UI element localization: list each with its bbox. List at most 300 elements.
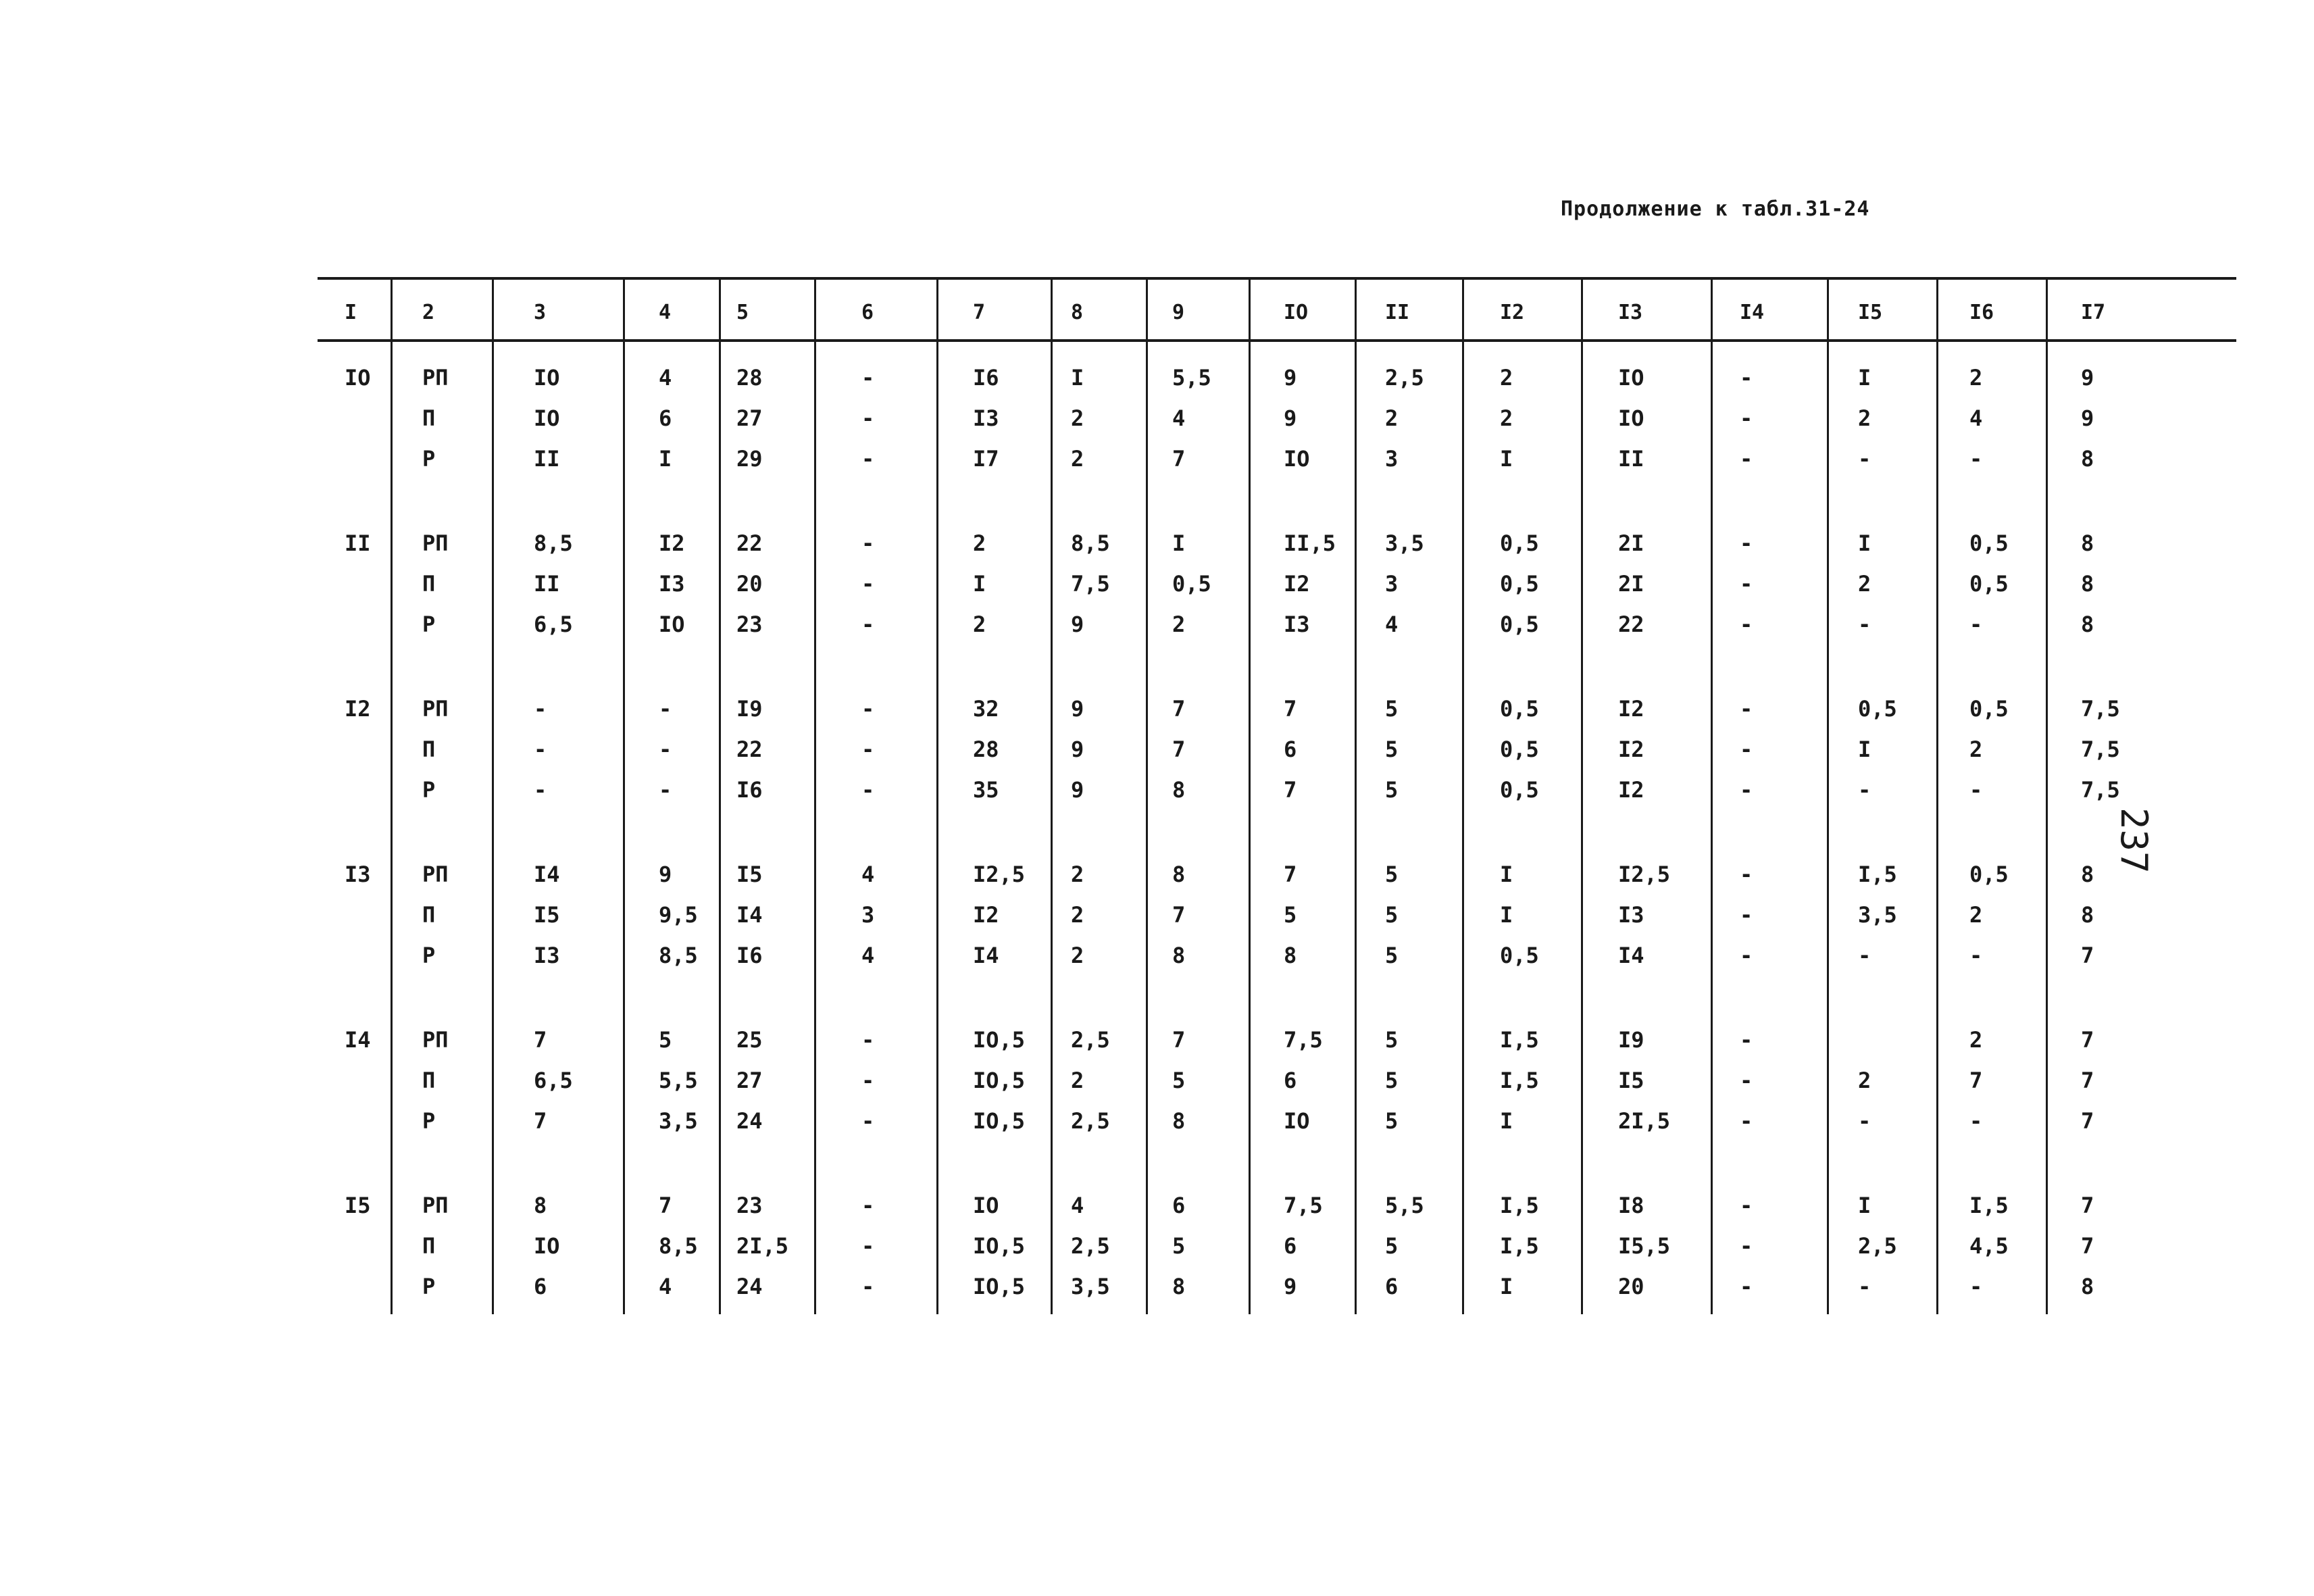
group-label: I2 [345,696,371,722]
table-cell: 0,5 [1969,530,2009,556]
table-cell: IO,5 [973,1027,1026,1053]
table-cell: - [1740,943,1753,968]
table-cell: - [1969,943,1983,968]
table-cell: I,5 [1500,1233,1539,1259]
table-cell: I [1172,530,1186,556]
table-cell: - [534,737,547,762]
table-cell: - [1740,1068,1753,1093]
table-cell: - [1858,446,1871,472]
table-cell: I [1858,530,1871,556]
table-cell: 4 [1385,612,1399,637]
table-cell: I8 [1618,1193,1644,1218]
table-cell: 0,5 [1969,571,2009,597]
table-cell: I3 [1284,612,1310,637]
table-cell: - [861,446,875,472]
table-cell: 7,5 [1071,571,1110,597]
table-cell: 23 [736,1193,763,1218]
table-cell: II [534,446,560,472]
table-cell: 5,5 [659,1068,698,1093]
table-cell: IO [534,365,560,391]
table-cell: IO [1284,446,1310,472]
table-cell: I3 [659,571,685,597]
table-cell: 20 [1618,1274,1644,1299]
table-cell: - [1969,1108,1983,1134]
table-cell: 7 [1969,1068,1983,1093]
table-cell: I2 [1618,696,1644,722]
column-header: I3 [1618,301,1643,324]
column-header: 2 [422,301,435,324]
column-divider [814,277,816,1314]
column-divider [623,277,625,1314]
table-cell: 35 [973,777,999,803]
column-header: 9 [1172,301,1185,324]
group-label: II [345,530,371,556]
table-cell: - [1740,1027,1753,1053]
table-cell: 2 [1858,571,1871,597]
table-cell: IO [973,1193,999,1218]
table-cell: 2,5 [1071,1233,1110,1259]
table-cell: - [861,777,875,803]
table-cell: 6 [659,405,672,431]
table-cell: 28 [736,365,763,391]
table-cell: 4,5 [1969,1233,2009,1259]
table-cell: 5 [1385,737,1399,762]
table-cell: I [659,446,672,472]
column-divider [1051,277,1053,1314]
table-cell: 6 [1284,1068,1297,1093]
table-cell: - [1858,1108,1871,1134]
table-cell: РП [422,530,449,556]
table-cell: 2 [1500,405,1513,431]
table-cell: - [1740,737,1753,762]
table-cell: 2 [1969,902,1983,928]
column-header: I4 [1740,301,1765,324]
table-cell: 2 [1071,405,1084,431]
table-cell: 9 [1071,696,1084,722]
table-cell: 8 [2081,862,2094,887]
table-cell: IO [1284,1108,1310,1134]
table-cell: 2 [1969,365,1983,391]
table-cell: 2I,5 [1618,1108,1671,1134]
table-cell: I5,5 [1618,1233,1671,1259]
table-cell: 9 [1071,612,1084,637]
column-header: I7 [2081,301,2106,324]
table-cell: - [1740,1274,1753,1299]
table-cell: I9 [736,696,763,722]
table-cell: 5 [1385,1068,1399,1093]
table-cell: 6,5 [534,612,573,637]
table-cell: - [861,737,875,762]
table-cell: I [1858,365,1871,391]
table-cell: 2I,5 [736,1233,789,1259]
column-divider [1462,277,1464,1314]
table-cell: - [1740,1193,1753,1218]
table-cell: - [861,1233,875,1259]
table-cell: 5 [1385,1027,1399,1053]
table-cell: I4 [1618,943,1644,968]
table-cell: 2,5 [1385,365,1424,391]
table-cell: 3 [1385,446,1399,472]
table-cell: I4 [534,862,560,887]
table-cell: 2 [973,612,986,637]
table-cell: IO [659,612,685,637]
table-cell: 2 [973,530,986,556]
table-cell: 5 [1385,902,1399,928]
table-cell: 7 [1172,737,1186,762]
table-cell: 29 [736,446,763,472]
table-cell: 8,5 [1071,530,1110,556]
table-cell: 2 [1969,1027,1983,1053]
table-cell: I,5 [1858,862,1897,887]
table-cell: 5 [1385,696,1399,722]
table-cell: П [422,1068,436,1093]
table-cell: 8 [1172,777,1186,803]
table-cell: 4 [861,943,875,968]
table-cell: I2 [1618,777,1644,803]
table-cell: II,5 [1284,530,1336,556]
table-cell: 0,5 [1500,737,1539,762]
column-header: I5 [1858,301,1883,324]
table-cell: РП [422,365,449,391]
table-cell: - [861,571,875,597]
table-cell: II [1618,446,1644,472]
table-cell: 7 [659,1193,672,1218]
table-cell: I2,5 [1618,862,1671,887]
table-cell: РП [422,696,449,722]
column-header: I [345,301,357,324]
table-cell: 24 [736,1108,763,1134]
table-cell: Р [422,612,436,637]
table-cell: - [1858,777,1871,803]
column-divider [1146,277,1148,1314]
table-cell: 28 [973,737,999,762]
table-cell: I6 [736,943,763,968]
table-cell: 7 [1284,777,1297,803]
table-cell: 8,5 [659,943,698,968]
table-cell: 2,5 [1071,1108,1110,1134]
table-cell: - [861,612,875,637]
table-cell: - [1858,612,1871,637]
table-cell: I2 [659,530,685,556]
table-cell: 0,5 [1500,571,1539,597]
table-cell: - [861,1068,875,1093]
table-cell: 24 [736,1274,763,1299]
group-label: I4 [345,1027,371,1053]
table-cell: 7 [2081,1027,2094,1053]
table-cell: П [422,902,436,928]
table-cell: - [1740,530,1753,556]
group-label: I3 [345,862,371,887]
table-cell: РП [422,862,449,887]
table-cell: 9 [659,862,672,887]
table-cell: I6 [973,365,999,391]
table-cell: 8 [2081,446,2094,472]
column-header: I6 [1969,301,1994,324]
page-number: 237 [2113,807,2155,874]
column-header: 8 [1071,301,1084,324]
column-divider [1581,277,1583,1314]
table-caption: Продолжение к табл.31-24 [1561,197,1870,221]
table-cell: 8 [1172,943,1186,968]
table-cell: 5 [1385,1108,1399,1134]
table-cell: 3 [861,902,875,928]
table-cell: 2,5 [1071,1027,1110,1053]
table-cell: 27 [736,1068,763,1093]
table-cell: - [861,530,875,556]
table-cell: 9,5 [659,902,698,928]
column-header: II [1385,301,1410,324]
table-cell: - [861,1193,875,1218]
column-divider [391,277,393,1314]
table-cell: 2 [1071,902,1084,928]
table-cell: Р [422,777,436,803]
table-cell: 2 [1071,446,1084,472]
table-cell: 7 [2081,943,2094,968]
table-cell: I [1500,902,1513,928]
table-cell: 8 [1172,1108,1186,1134]
table-cell: - [659,737,672,762]
group-label: IO [345,365,371,391]
table-cell: 5 [1172,1068,1186,1093]
table-cell: РП [422,1027,449,1053]
table-cell: - [1858,1274,1871,1299]
table-cell: - [1969,777,1983,803]
table-cell: I [1858,1193,1871,1218]
column-divider [1711,277,1713,1314]
table-cell: 7,5 [2081,696,2120,722]
table-cell: - [861,365,875,391]
table-cell: I3 [973,405,999,431]
table-cell: 2 [1172,612,1186,637]
table-cell: 2I [1618,571,1644,597]
table-cell: 0,5 [1969,862,2009,887]
table-cell: 3,5 [659,1108,698,1134]
table-cell: I3 [534,943,560,968]
table-cell: 7 [1284,862,1297,887]
table-cell: 0,5 [1500,530,1539,556]
table-cell: П [422,571,436,597]
table-cell: I,5 [1500,1068,1539,1093]
table-cell: 23 [736,612,763,637]
table-cell: 4 [1172,405,1186,431]
table-cell: - [1969,446,1983,472]
table-cell: 6,5 [534,1068,573,1093]
table-cell: IO,5 [973,1274,1026,1299]
column-header: 5 [736,301,749,324]
table-cell: I4 [973,943,999,968]
table-cell: 5 [1385,777,1399,803]
table-cell: - [1858,943,1871,968]
table-cell: IO [1618,405,1644,431]
table-cell: 2 [1500,365,1513,391]
table-cell: 3 [1385,571,1399,597]
table-cell: 7 [1172,446,1186,472]
table-cell: I,5 [1500,1027,1539,1053]
column-header: IO [1284,301,1309,324]
table-cell: Р [422,1108,436,1134]
table-cell: 7,5 [1284,1193,1323,1218]
table-cell: 2I [1618,530,1644,556]
table-cell: I [1500,1108,1513,1134]
table-cell: 2 [1969,737,1983,762]
table-cell: 7 [1172,1027,1186,1053]
table-cell: 9 [1284,365,1297,391]
column-header: 3 [534,301,547,324]
table-cell: 22 [736,737,763,762]
table-cell: I,5 [1500,1193,1539,1218]
table-cell: 8 [534,1193,547,1218]
column-divider [1827,277,1829,1314]
table-cell: 4 [659,365,672,391]
table-cell: 5,5 [1172,365,1211,391]
table-cell: 6 [534,1274,547,1299]
table-cell: РП [422,1193,449,1218]
table-cell: 7,5 [2081,737,2120,762]
table-cell: 2 [1071,862,1084,887]
table-cell: I [973,571,986,597]
table-cell: I2 [973,902,999,928]
table-cell: 0,5 [1500,612,1539,637]
table-cell: - [1969,1274,1983,1299]
table-cell: 8 [2081,612,2094,637]
table-cell: 7,5 [1284,1027,1323,1053]
table-cell: IO [1618,365,1644,391]
table-cell: - [861,696,875,722]
column-divider [1355,277,1357,1314]
table-cell: 7 [1172,696,1186,722]
table-cell: I7 [973,446,999,472]
table-cell: 25 [736,1027,763,1053]
column-header: 4 [659,301,672,324]
table-cell: IO,5 [973,1068,1026,1093]
table-cell: I5 [1618,1068,1644,1093]
table-cell: 8,5 [534,530,573,556]
table-cell: II [534,571,560,597]
table-cell: I [1500,862,1513,887]
column-divider [936,277,938,1314]
table-cell: 7 [2081,1108,2094,1134]
table-cell: - [861,1108,875,1134]
table-cell: 6 [1284,737,1297,762]
table-cell: - [1740,405,1753,431]
table-cell: Р [422,1274,436,1299]
table-cell: 0,5 [1500,943,1539,968]
table-cell: 5 [1172,1233,1186,1259]
table-cell: 9 [1071,737,1084,762]
table-cell: I3 [1618,902,1644,928]
table-cell: - [861,1274,875,1299]
table-cell: IO [534,405,560,431]
table-cell: Р [422,446,436,472]
column-divider [719,277,721,1314]
table-cell: 5 [659,1027,672,1053]
table-cell: 4 [861,862,875,887]
table-cell: 5 [1385,862,1399,887]
table-cell: 0,5 [1500,696,1539,722]
table-cell: I2,5 [973,862,1026,887]
table-cell: 3,5 [1071,1274,1110,1299]
table-cell: 8 [2081,902,2094,928]
table-cell: - [1740,696,1753,722]
table-cell: 8 [2081,530,2094,556]
table-cell: 7 [2081,1068,2094,1093]
table-cell: 27 [736,405,763,431]
table-cell: 4 [659,1274,672,1299]
table-cell: IO [534,1233,560,1259]
table-cell: П [422,405,436,431]
table-cell: - [534,696,547,722]
table-cell: 32 [973,696,999,722]
table-cell: - [534,777,547,803]
column-divider [2046,277,2048,1314]
table-cell: П [422,1233,436,1259]
table-cell: 9 [1284,405,1297,431]
table-cell: 6 [1284,1233,1297,1259]
table-cell: I2 [1618,737,1644,762]
table-cell: 2,5 [1858,1233,1897,1259]
table-cell: 0,5 [1969,696,2009,722]
table-cell: 2 [1071,1068,1084,1093]
table-cell: 7 [1172,902,1186,928]
table-cell: I5 [736,862,763,887]
table-cell: - [1740,446,1753,472]
table-cell: 8 [1284,943,1297,968]
table-cell: I2 [1284,571,1310,597]
table-cell: 5,5 [1385,1193,1424,1218]
table-cell: 7 [2081,1193,2094,1218]
table-cell: 5 [1385,943,1399,968]
table-cell: 7 [534,1027,547,1053]
table-cell: 2 [1385,405,1399,431]
table-cell: I9 [1618,1027,1644,1053]
table-cell: 7 [534,1108,547,1134]
table-cell: - [1740,862,1753,887]
table-cell: I [1500,446,1513,472]
table-cell: 3,5 [1385,530,1424,556]
table-cell: 0,5 [1500,777,1539,803]
table-cell: IO,5 [973,1108,1026,1134]
table-cell: 2 [1858,1068,1871,1093]
column-divider [1936,277,1938,1314]
table-cell: I,5 [1969,1193,2009,1218]
table-cell: - [659,777,672,803]
table-cell: П [422,737,436,762]
table-cell: - [861,1027,875,1053]
table-cell: 9 [1284,1274,1297,1299]
table-cell: 9 [1071,777,1084,803]
table-cell: - [1740,365,1753,391]
table-cell: 7 [2081,1233,2094,1259]
table-cell: 22 [736,530,763,556]
table-cell: 3,5 [1858,902,1897,928]
table-cell: I5 [534,902,560,928]
table-cell: 8,5 [659,1233,698,1259]
table-cell: 2 [1858,405,1871,431]
table-cell: 9 [2081,405,2094,431]
table-cell: 7 [1284,696,1297,722]
table-cell: - [1969,612,1983,637]
column-divider [492,277,494,1314]
table-cell: I [1071,365,1084,391]
table-cell: 7,5 [2081,777,2120,803]
table-cell: 6 [1172,1193,1186,1218]
table-cell: IO,5 [973,1233,1026,1259]
table-cell: 0,5 [1172,571,1211,597]
table-cell: I6 [736,777,763,803]
table-cell: 22 [1618,612,1644,637]
table-cell: 8 [1172,862,1186,887]
column-header: 7 [973,301,986,324]
